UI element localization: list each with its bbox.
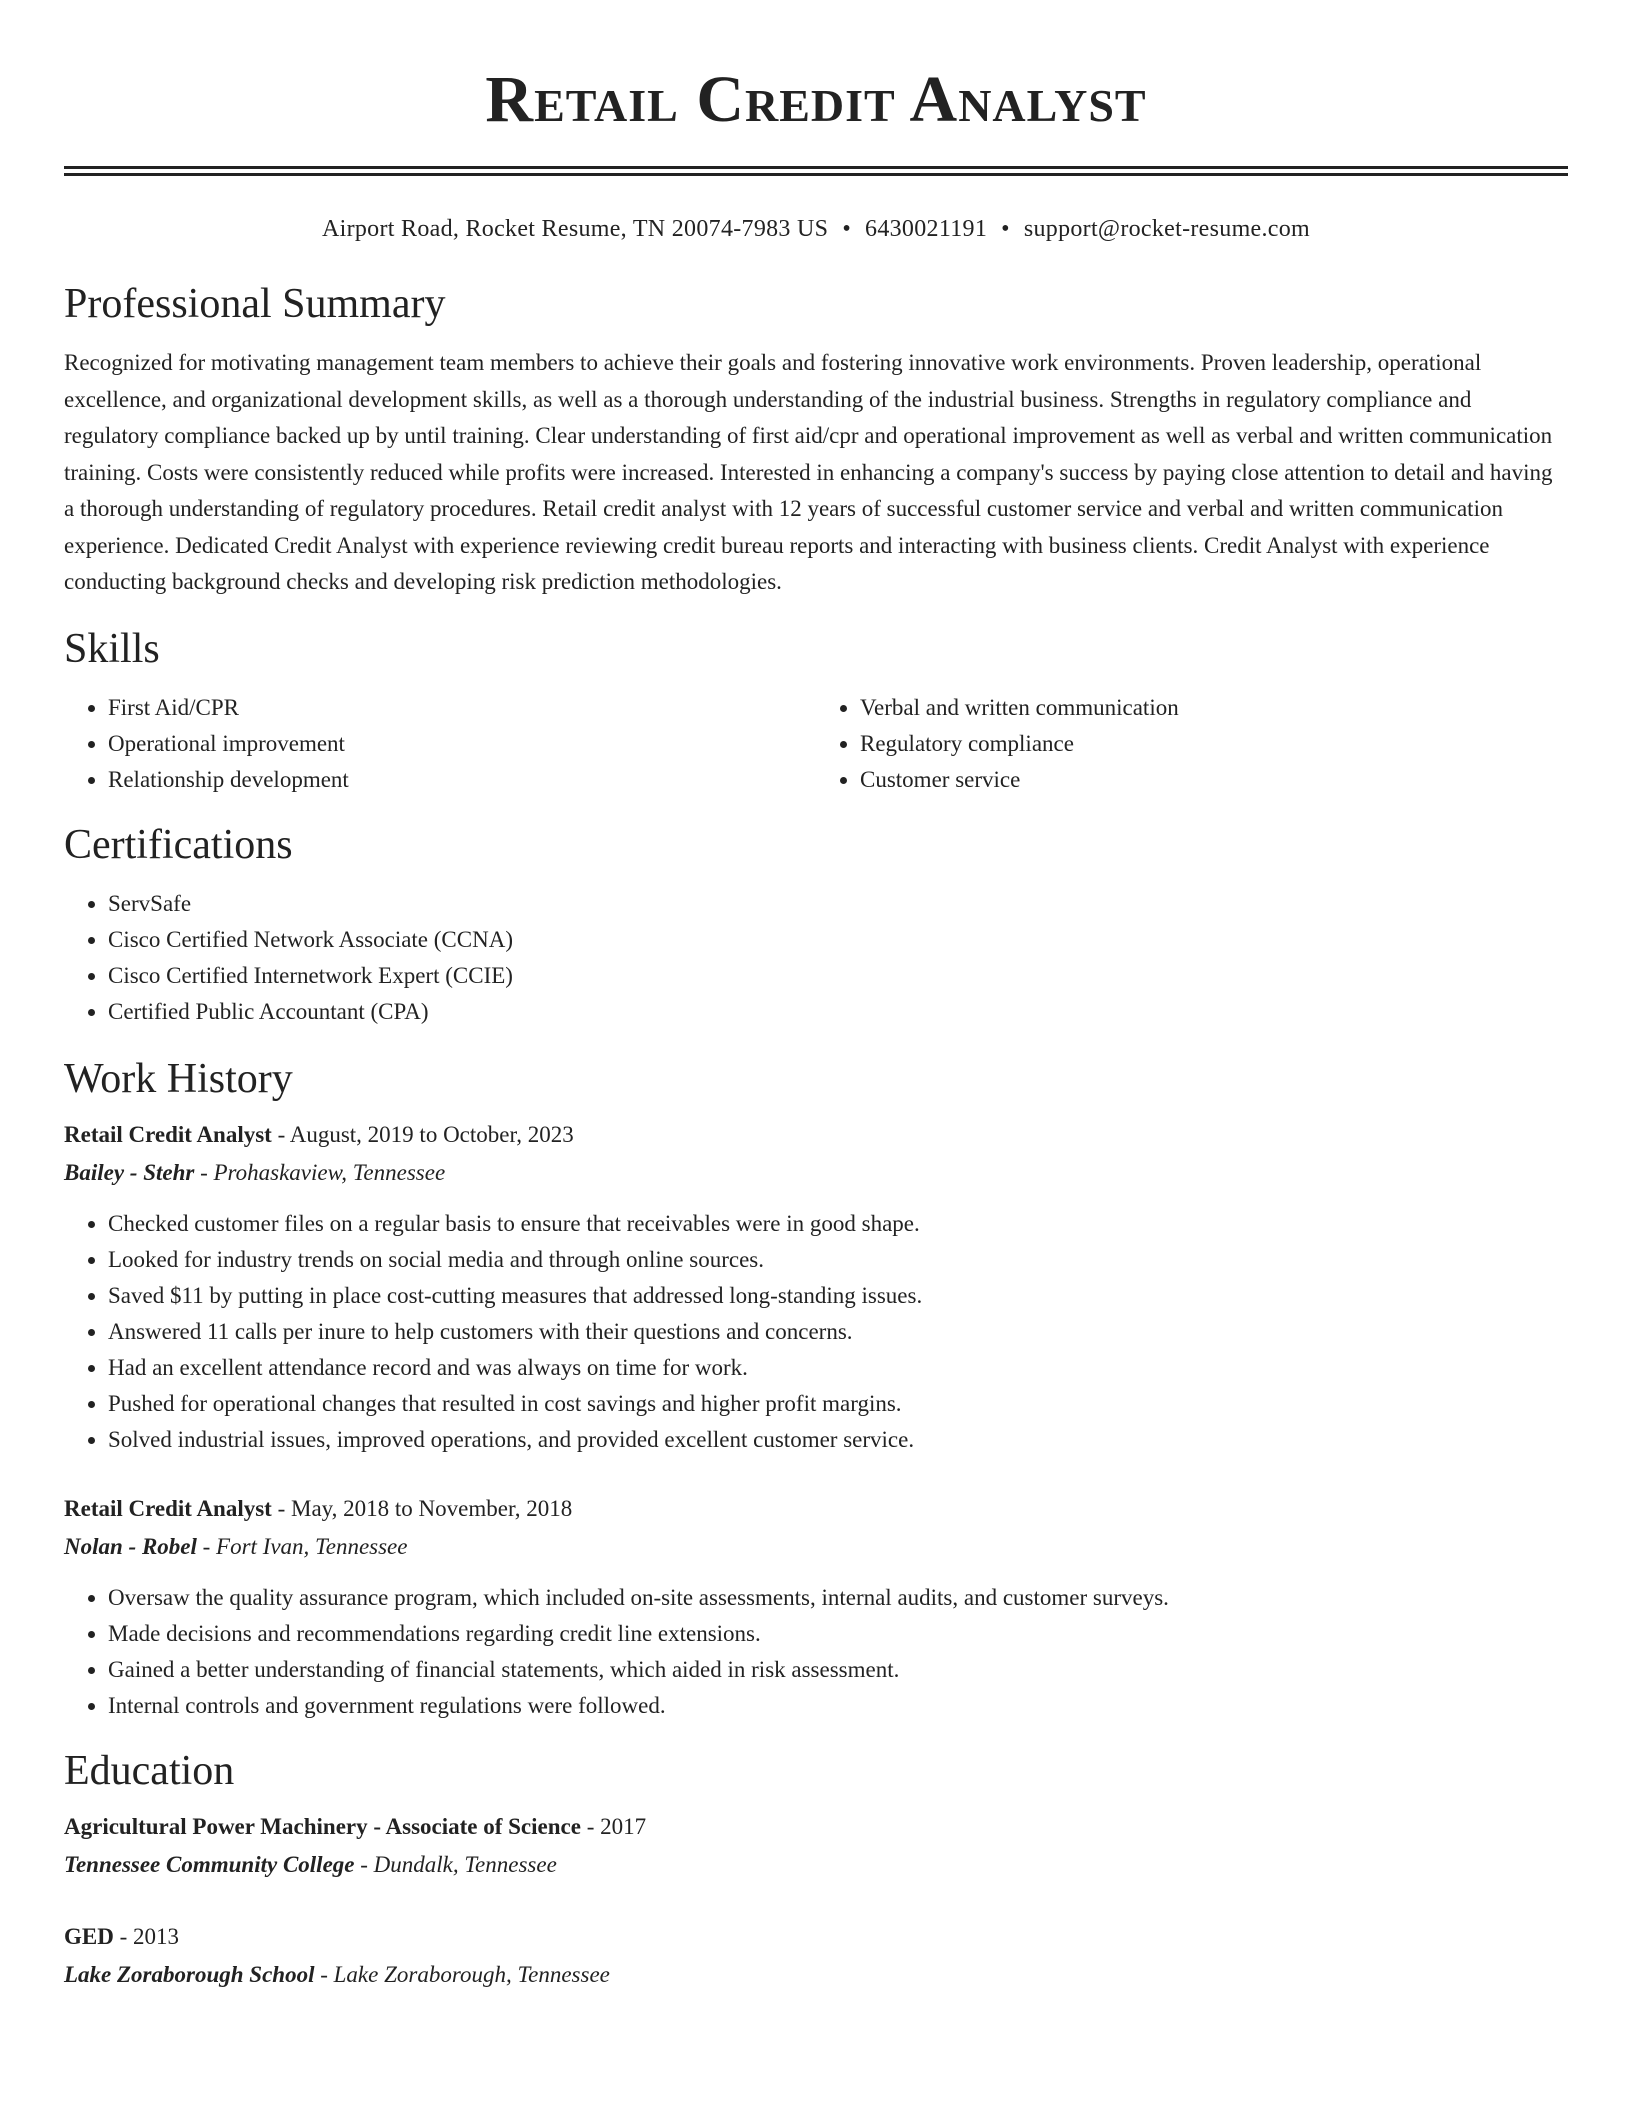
header-divider xyxy=(64,166,1568,176)
summary-heading: Professional Summary xyxy=(64,281,446,327)
job-duty-item: • Saved $11 by putting in place cost-cutting measures that addressed long-standing issues. xyxy=(108,1278,1568,1314)
job-duty-item: • Pushed for operational changes that resulted in cost savings and higher profit margins. xyxy=(108,1386,1568,1422)
skill-item: • Operational improvement xyxy=(108,726,816,762)
contact-separator: • xyxy=(1001,216,1010,242)
job-dates: - August, 2019 to October, 2023 xyxy=(271,1121,574,1147)
job-dates: - May, 2018 to November, 2018 xyxy=(271,1495,573,1521)
contact-separator: • xyxy=(842,216,852,242)
contact-line xyxy=(64,214,1568,244)
job-role: Retail Credit Analyst xyxy=(64,1121,272,1147)
skills-column-left xyxy=(64,690,816,798)
education-school-line xyxy=(64,1846,1568,1884)
job-duty-item: • Looked for industry trends on social media and through online sources. xyxy=(108,1242,1568,1278)
education-year: - 2013 xyxy=(113,1923,180,1949)
job-company: Bailey - Stehr xyxy=(64,1159,195,1185)
education-heading: Education xyxy=(64,1747,235,1794)
skill-item: • Relationship development xyxy=(108,762,816,798)
contact-email: support@rocket-resume.com xyxy=(1023,216,1311,242)
job-company-line xyxy=(64,1528,1568,1566)
contact-address: Airport Road, Rocket Resume, TN 20074-7983 US xyxy=(321,216,829,242)
job-duty-item: • Answered 11 calls per inure to help customers with their questions and concerns. xyxy=(108,1314,1568,1350)
contact-phone: 6430021191 xyxy=(865,216,988,242)
certifications-heading: Certifications xyxy=(64,821,293,868)
education-degree-line xyxy=(64,1808,1568,1846)
job-duty-item: • Solved industrial issues, improved operations, and provided excellent customer service. xyxy=(108,1422,1568,1458)
job-duty-item: • Had an excellent attendance record and was always on time for work. xyxy=(108,1350,1568,1386)
job-company-line xyxy=(64,1154,1568,1192)
skills-list xyxy=(64,690,1568,798)
certification-item: • Cisco Certified Internetwork Expert (CCIE) xyxy=(108,958,1568,994)
education-entry xyxy=(64,1918,1568,1994)
job-duty-item: • Made decisions and recommendations regarding credit line extensions. xyxy=(108,1616,1568,1652)
education-location: - Dundalk, Tennessee xyxy=(354,1851,557,1877)
job-title-line xyxy=(64,1116,1568,1154)
work-history-heading: Work History xyxy=(64,1055,293,1102)
education-school: Tennessee Community College xyxy=(64,1851,355,1877)
certifications-list xyxy=(64,886,1568,1030)
job-duties xyxy=(64,1580,1568,1724)
resume-name: Retail Credit Analyst xyxy=(485,63,1147,136)
education-school-line xyxy=(64,1956,1568,1994)
job-entry xyxy=(64,1490,1568,1724)
education-year: - 2017 xyxy=(580,1813,647,1839)
job-company: Nolan - Robel xyxy=(64,1533,197,1559)
certification-item: • Certified Public Accountant (CPA) xyxy=(108,994,1568,1030)
education-degree: Agricultural Power Machinery - Associate of Science xyxy=(64,1813,581,1839)
skill-item: • Customer service xyxy=(860,762,1568,798)
certification-item: • ServSafe xyxy=(108,886,1568,922)
job-entry xyxy=(64,1116,1568,1458)
skills-heading: Skills xyxy=(64,625,160,672)
job-duty-item: • Checked customer files on a regular basis to ensure that receivables were in good shape. xyxy=(108,1206,1568,1242)
education-degree-line xyxy=(64,1918,1568,1956)
skills-column-right xyxy=(816,690,1568,798)
education-entry xyxy=(64,1808,1568,1884)
certification-item: • Cisco Certified Network Associate (CCNA) xyxy=(108,922,1568,958)
job-title-line xyxy=(64,1490,1568,1528)
job-duty-item: • Internal controls and government regulations were followed. xyxy=(108,1688,1568,1724)
education-degree: GED xyxy=(64,1923,114,1949)
education-location: - Lake Zoraborough, Tennessee xyxy=(314,1961,610,1987)
skill-item: • Regulatory compliance xyxy=(860,726,1568,762)
skill-item: • Verbal and written communication xyxy=(860,690,1568,726)
education-school: Lake Zoraborough School xyxy=(64,1961,315,1987)
job-location: - Fort Ivan, Tennessee xyxy=(196,1533,408,1559)
job-duty-item: • Gained a better understanding of financial statements, which aided in risk assessment. xyxy=(108,1652,1568,1688)
job-role: Retail Credit Analyst xyxy=(64,1495,272,1521)
job-duty-item: • Oversaw the quality assurance program, which included on-site assessments, internal audits, and customer surveys. xyxy=(108,1580,1568,1616)
job-duties xyxy=(64,1206,1568,1458)
summary-text: Recognized for motivating management team members to achieve their goals and fostering innovative work environments. Proven leadership, operational excellence, and organizational development skills, as well as a thorough understanding of the industrial business. Strengths in regulatory compliance and regulatory compliance backed up by until training. Clear understanding of first aid/cpr and operational improvement as well as verbal and written communication training. Costs were consistently reduced while profits were increased. Interested in enhancing a company's success by paying close attention to detail and having a thorough understanding of regulatory procedures. Retail credit analyst with 12 years of successful customer service and verbal and written communication experience. Dedicated Credit Analyst with experience reviewing credit bureau reports and interacting with business clients. Credit Analyst with experience conducting background checks and developing risk prediction methodologies. xyxy=(64,350,1553,594)
job-location: - Prohaskaview, Tennessee xyxy=(194,1159,446,1185)
skill-item: • First Aid/CPR xyxy=(108,690,816,726)
